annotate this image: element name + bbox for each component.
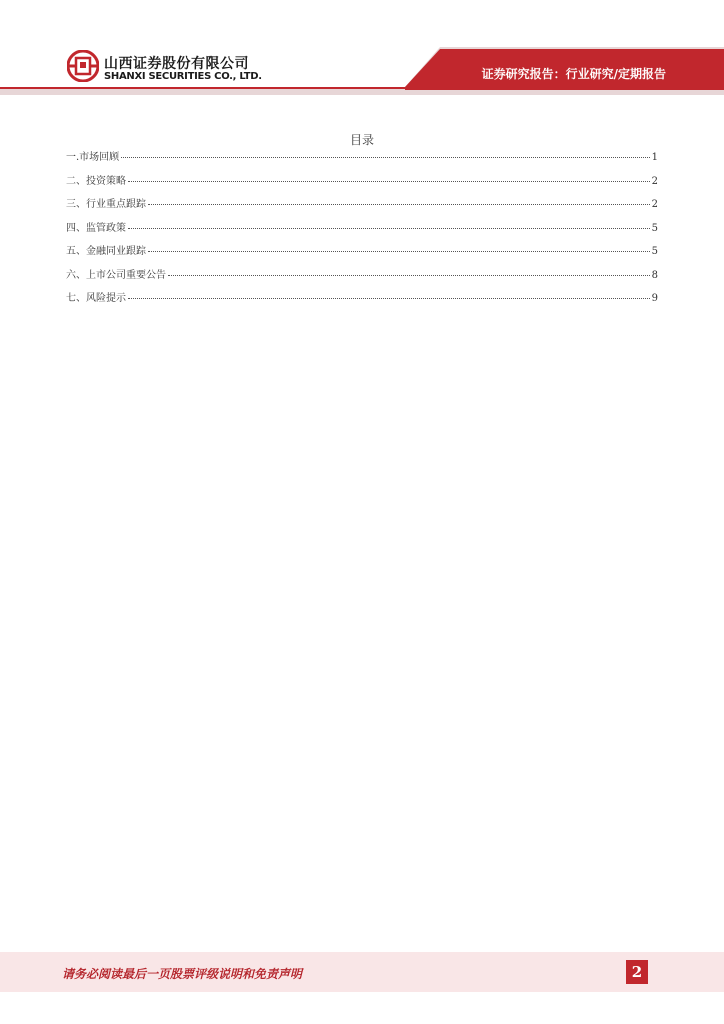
shanxi-securities-logo-icon (67, 50, 99, 82)
toc-entry-label: 三、行业重点跟踪 (66, 199, 146, 210)
toc-entry[interactable] (66, 242, 658, 266)
report-type-label: 证券研究报告：行业研究/定期报告 (481, 67, 666, 81)
toc-entry-label: 二、投资策略 (66, 175, 126, 187)
toc-entry-page: 2 (651, 175, 658, 187)
toc-entry[interactable] (66, 172, 658, 196)
toc-entry-label: 一.市场回顾 (66, 152, 120, 163)
toc-entry[interactable] (66, 266, 658, 290)
toc-entry-label: 四、监管政策 (66, 222, 126, 234)
company-name-en: SHANXI SECURITIES CO., LTD. (104, 71, 262, 82)
toc-leader-dots (148, 204, 650, 205)
toc-title: 目录 (349, 133, 374, 147)
toc-entry-label: 七、风险提示 (66, 293, 126, 304)
toc-leader-dots (128, 228, 650, 229)
table-of-contents (66, 148, 658, 313)
toc-leader-dots (168, 275, 650, 276)
toc-entry-page: 1 (651, 152, 658, 163)
toc-entry-page: 2 (651, 199, 658, 210)
toc-entry[interactable] (66, 195, 658, 219)
toc-entry[interactable] (66, 219, 658, 243)
toc-entry-page: 8 (651, 269, 658, 281)
page-footer (0, 952, 724, 992)
disclaimer-notice: 请务必阅读最后一页股票评级说明和免责声明 (62, 967, 303, 981)
toc-leader-dots (128, 298, 650, 299)
toc-entry-page: 5 (651, 246, 658, 257)
toc-leader-dots (128, 181, 650, 182)
page-header (0, 0, 724, 95)
toc-entry-label: 五、金融同业跟踪 (66, 246, 146, 257)
toc-entry-page: 9 (651, 293, 658, 304)
toc-entry-label: 六、上市公司重要公告 (66, 269, 166, 281)
toc-entry-page: 5 (651, 222, 658, 234)
company-name-cn: 山西证券股份有限公司 (104, 56, 249, 72)
toc-entry[interactable] (66, 148, 658, 172)
page-number: 2 (626, 960, 648, 984)
toc-leader-dots (121, 157, 649, 158)
toc-entry[interactable] (66, 289, 658, 313)
toc-leader-dots (148, 251, 650, 252)
